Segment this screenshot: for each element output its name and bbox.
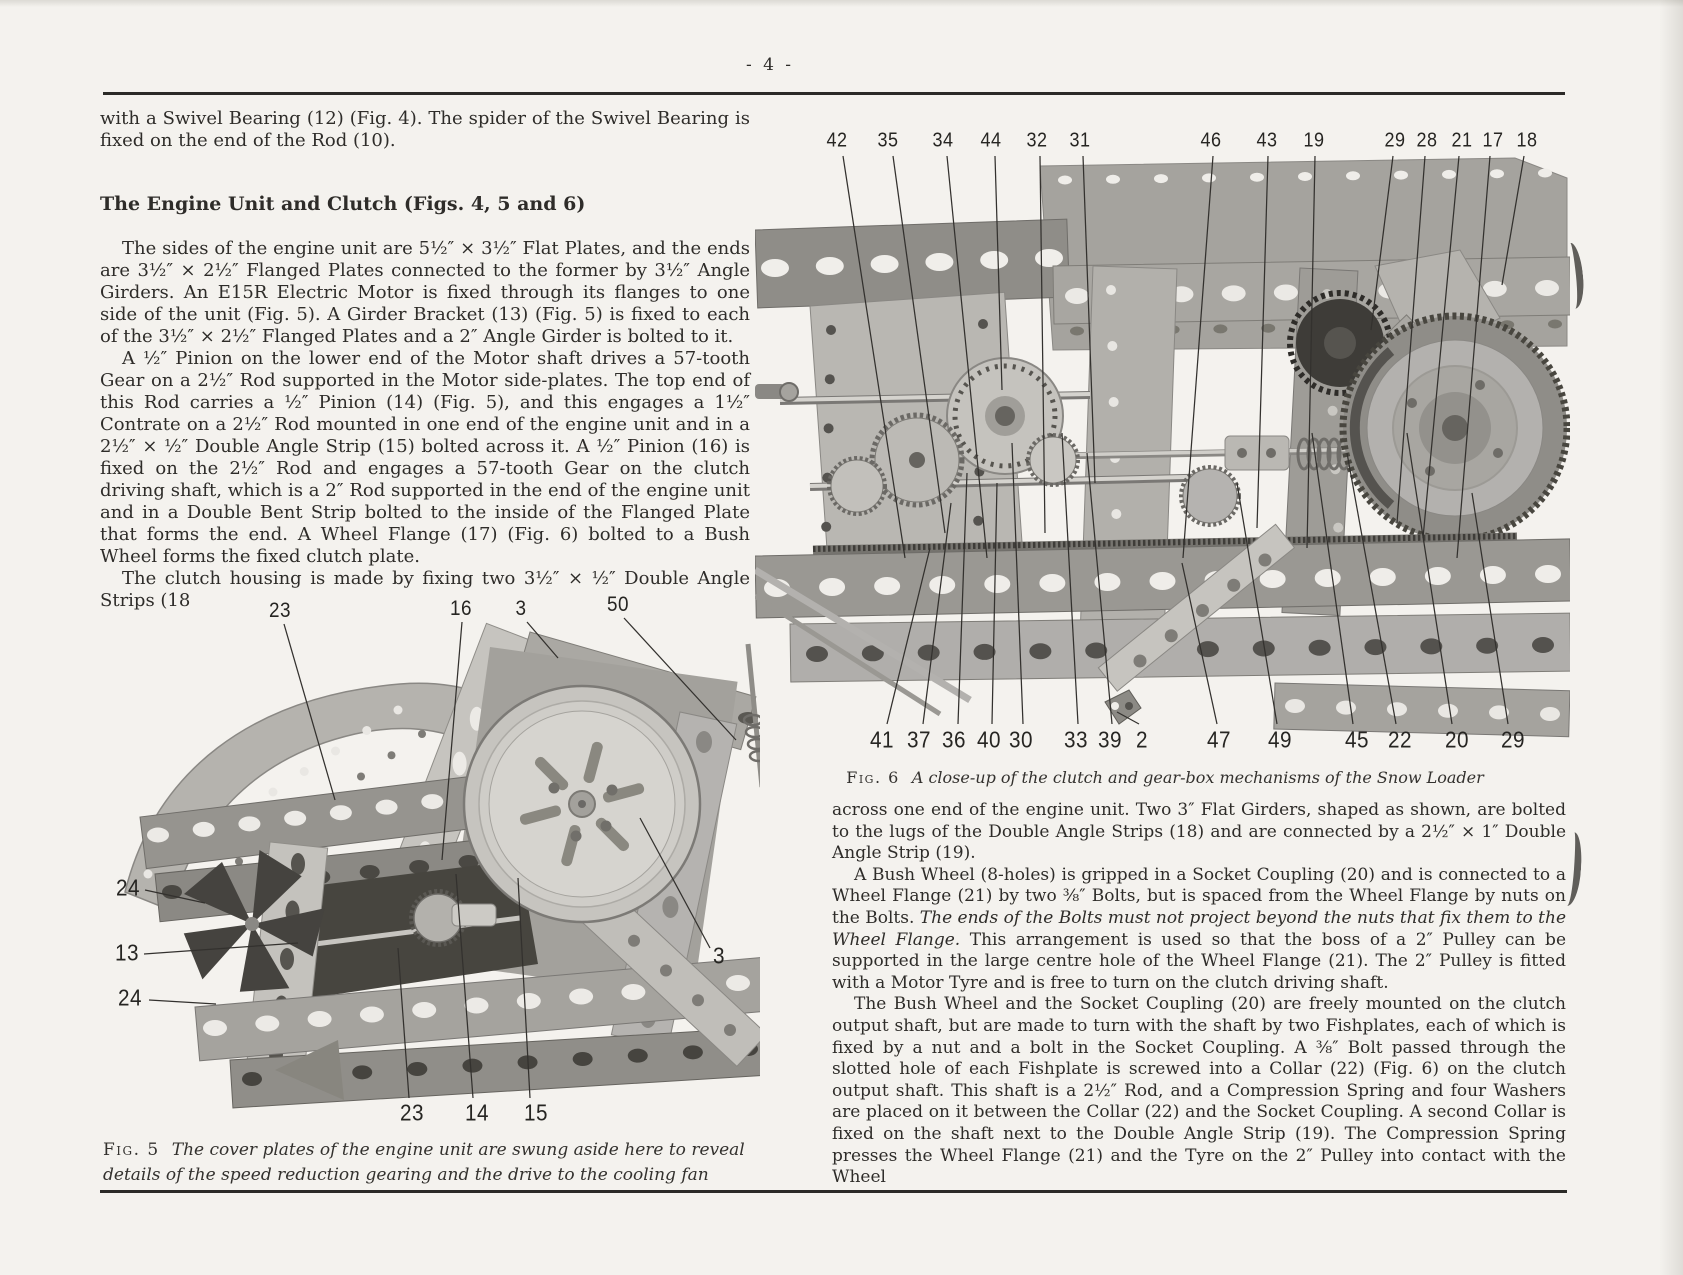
paragraph: [100, 238, 750, 348]
leader-line: [887, 548, 930, 724]
paragraph: [832, 994, 1566, 1188]
fig6-callout-2: 2: [1136, 726, 1148, 753]
fig6-callout-19: 19: [1303, 129, 1325, 152]
fig6-callout-49: 49: [1268, 726, 1292, 753]
fig5-callout-16: 16: [450, 597, 472, 620]
fig6-callout-33: 33: [1064, 726, 1088, 753]
leader-line: [145, 890, 205, 903]
fig6-callout-32: 32: [1026, 129, 1048, 152]
fig6-callout-17: 17: [1482, 129, 1504, 152]
bottom-rule: [100, 1190, 1567, 1193]
leader-line: [947, 156, 987, 558]
leader-line: [518, 878, 530, 1098]
paragraph: [100, 108, 750, 152]
leader-line: [958, 473, 967, 724]
fig6-callout-47: 47: [1207, 726, 1231, 753]
fig5-callout-3: 3: [515, 597, 527, 620]
fig5-callout-50: 50: [607, 593, 629, 616]
fig6-callout-45: 45: [1345, 726, 1369, 753]
fig6-callout-18: 18: [1516, 129, 1538, 152]
leader-line: [1083, 156, 1095, 483]
paragraph: [832, 800, 1566, 865]
fig6-caption-label: Fig. 6: [846, 768, 900, 787]
fig6-callout-36: 36: [942, 726, 966, 753]
right-body-text: [832, 800, 1566, 1189]
leader-line: [1307, 156, 1315, 548]
fig5-caption-text: The cover plates of the engine unit are swung aside here to reveal details of the speed reduction gearing and the drive to the cooling fan: [103, 1140, 745, 1185]
leader-line: [1012, 443, 1023, 724]
fig6-callout-29: 29: [1384, 129, 1406, 152]
fig6-callout-21: 21: [1451, 129, 1473, 152]
fig5-photo: [100, 592, 760, 1132]
leader-line: [442, 622, 462, 860]
leader-line: [1457, 156, 1490, 558]
fig6-callout-42: 42: [826, 129, 848, 152]
fig5-callout-23: 23: [400, 1099, 424, 1126]
text-run: The sides of the engine unit are 5½″ × 3½″ Flat Plates, and the ends are 3½″ × 2½″ Flanged Plates connected to the former by 3½″ Angle Girders. An E15R Electric Motor is fixed through its flanges to one side of the unit (Fig. 5). A Girder Bracket (13) (Fig. 5) is fixed to each of the 3½″ × 2½″ Flanged Plates and a 2″ Angle Girder is bolted to it.: [100, 238, 750, 347]
fig6-callout-44: 44: [980, 129, 1002, 152]
leader-line: [527, 622, 558, 658]
leader-line: [1397, 156, 1425, 523]
fig6-callout-34: 34: [932, 129, 954, 152]
left-intro-paragraph: [100, 108, 750, 152]
page-top-edge-shadow: [0, 0, 1683, 7]
fig6-caption: [765, 768, 1565, 787]
leader-line: [1040, 156, 1045, 533]
leader-line: [1312, 433, 1353, 724]
fig6-callout-28: 28: [1416, 129, 1438, 152]
leader-line: [1062, 433, 1078, 724]
leader-line: [1347, 453, 1396, 724]
italic-text: The ends of the Bolts must not project beyond the nuts that fix them to the Wheel Flange.: [832, 907, 1567, 950]
fig6-callout-30: 30: [1009, 726, 1033, 753]
leader-line: [992, 483, 997, 724]
leader-line: [624, 618, 736, 740]
fig5-callout-3: 3: [713, 942, 725, 969]
fig6-leader-lines: [755, 118, 1570, 778]
page-right-edge-shadow: [1659, 0, 1683, 1275]
left-body-text: [100, 238, 750, 612]
text-run: This arrangement is used so that the boss of a 2″ Pulley can be supported in the large centre hole of the Wheel Flange (21). The 2″ Pulley is fitted with a Motor Tyre and is free to turn on the clutch driving shaft.: [832, 929, 1567, 993]
fig6-callout-46: 46: [1200, 129, 1222, 152]
fig6-callout-37: 37: [907, 726, 931, 753]
paragraph: [100, 348, 750, 568]
fig5-callout-14: 14: [465, 1099, 489, 1126]
fig6-callout-39: 39: [1098, 726, 1122, 753]
leader-line: [995, 156, 1002, 390]
leader-line: [1117, 712, 1139, 724]
fig6-callout-41: 41: [870, 726, 894, 753]
fig6-caption-text: A close-up of the clutch and gear-box mechanisms of the Snow Loader: [911, 768, 1484, 787]
leader-line: [1182, 563, 1217, 724]
fig6-photo: [755, 118, 1570, 778]
fig6-callout-40: 40: [977, 726, 1001, 753]
leader-line: [843, 156, 905, 558]
leader-line: [398, 948, 409, 1098]
text-run: A Bush Wheel (8-holes) is gripped in a Socket Coupling (20) and is connected to a Wheel Flange (21) by two ⅜″ Bolts, but is spaced from the Wheel Flange by nuts on the Bolts.: [832, 864, 1566, 928]
text-run: A ½″ Pinion on the lower end of the Motor shaft drives a 57-tooth Gear on a 2½″ Rod supported in the Motor side-plates. The top end of this Rod carries a ½″ Pinion (14) (Fig. 5), and this engages a 1½″ Contrate on a 2½″ Rod mounted in one end of the engine unit and in a 2½″ × ½″ Double Angle Strip (15) bolted across it. A ½″ Pinion (16) is fixed on the 2½″ Rod and engages a 57-tooth Gear on the clutch driving shaft, which is a 2″ Rod supported in the end of the engine unit and in a Double Bent Strip bolted to the inside of the Flanged Plate that forms the end. A Wheel Flange (17) (Fig. 6) bolted to a Bush Wheel forms the fixed clutch plate.: [100, 348, 750, 567]
paragraph: [832, 865, 1566, 995]
section-heading: The Engine Unit and Clutch (Figs. 4, 5 and 6): [100, 193, 586, 215]
leader-line: [1472, 493, 1508, 724]
fig6-callout-35: 35: [877, 129, 899, 152]
leader-line: [1407, 433, 1452, 724]
fig6-callout-22: 22: [1388, 726, 1412, 753]
top-rule: [103, 92, 1565, 95]
fig5-callout-23: 23: [269, 599, 291, 622]
page-number: - 4 -: [745, 55, 795, 75]
fig5-caption: [103, 1138, 758, 1188]
fig5-callout-24: 24: [118, 984, 142, 1011]
fig6-callout-29: 29: [1501, 726, 1525, 753]
leader-line: [284, 624, 335, 800]
fig5-callout-15: 15: [524, 1099, 548, 1126]
leader-line: [1183, 156, 1213, 558]
leader-line: [923, 503, 951, 724]
text-run: across one end of the engine unit. Two 3″ Flat Girders, shaped as shown, are bolted to the lugs of the Double Angle Strips (18) and are connected by a 2½″ × 1″ Double Angle Strip (19).: [832, 800, 1566, 864]
fig6-callout-43: 43: [1256, 129, 1278, 152]
fig5-callout-13: 13: [115, 939, 139, 966]
leader-line: [1502, 156, 1524, 285]
fig5-caption-label: Fig. 5: [103, 1140, 160, 1160]
text-run: The clutch housing is made by fixing two 3½″ × ½″ Double Angle Strips (18: [100, 568, 750, 611]
fig5-callout-24: 24: [116, 874, 140, 901]
leader-line: [893, 156, 945, 533]
leader-line: [1087, 453, 1112, 724]
leader-line: [1371, 156, 1393, 330]
leader-line: [1257, 156, 1268, 528]
leader-line: [144, 943, 298, 954]
leader-line: [456, 874, 473, 1098]
leader-line: [1423, 156, 1459, 538]
leader-line: [640, 818, 710, 948]
fig6-callout-31: 31: [1069, 129, 1091, 152]
text-run: with a Swivel Bearing (12) (Fig. 4). The spider of the Swivel Bearing is fixed on the end of the Rod (10).: [100, 108, 750, 151]
text-run: The Bush Wheel and the Socket Coupling (20) are freely mounted on the clutch output shaft, but are made to turn with the shaft by two Fishplates, each of which is fixed by a nut and a bolt in the Socket Coupling. A ⅜″ Bolt passed through the slotted hole of each Fishplate is screwed into a Collar (22) (Fig. 6) on the clutch output shaft. This shaft is a 2½″ Rod, and a Compression Spring and four Washers are placed on it between the Collar (22) and the Socket Coupling. A second Collar is fixed on the shaft next to the Double Angle Strip (19). The Compression Spring presses the Wheel Flange (21) and the Tyre on the 2″ Pulley into contact with the Wheel: [832, 994, 1566, 1188]
fig6-callout-20: 20: [1445, 726, 1469, 753]
leader-line: [149, 1000, 216, 1004]
fig5-leader-lines: [100, 592, 760, 1132]
